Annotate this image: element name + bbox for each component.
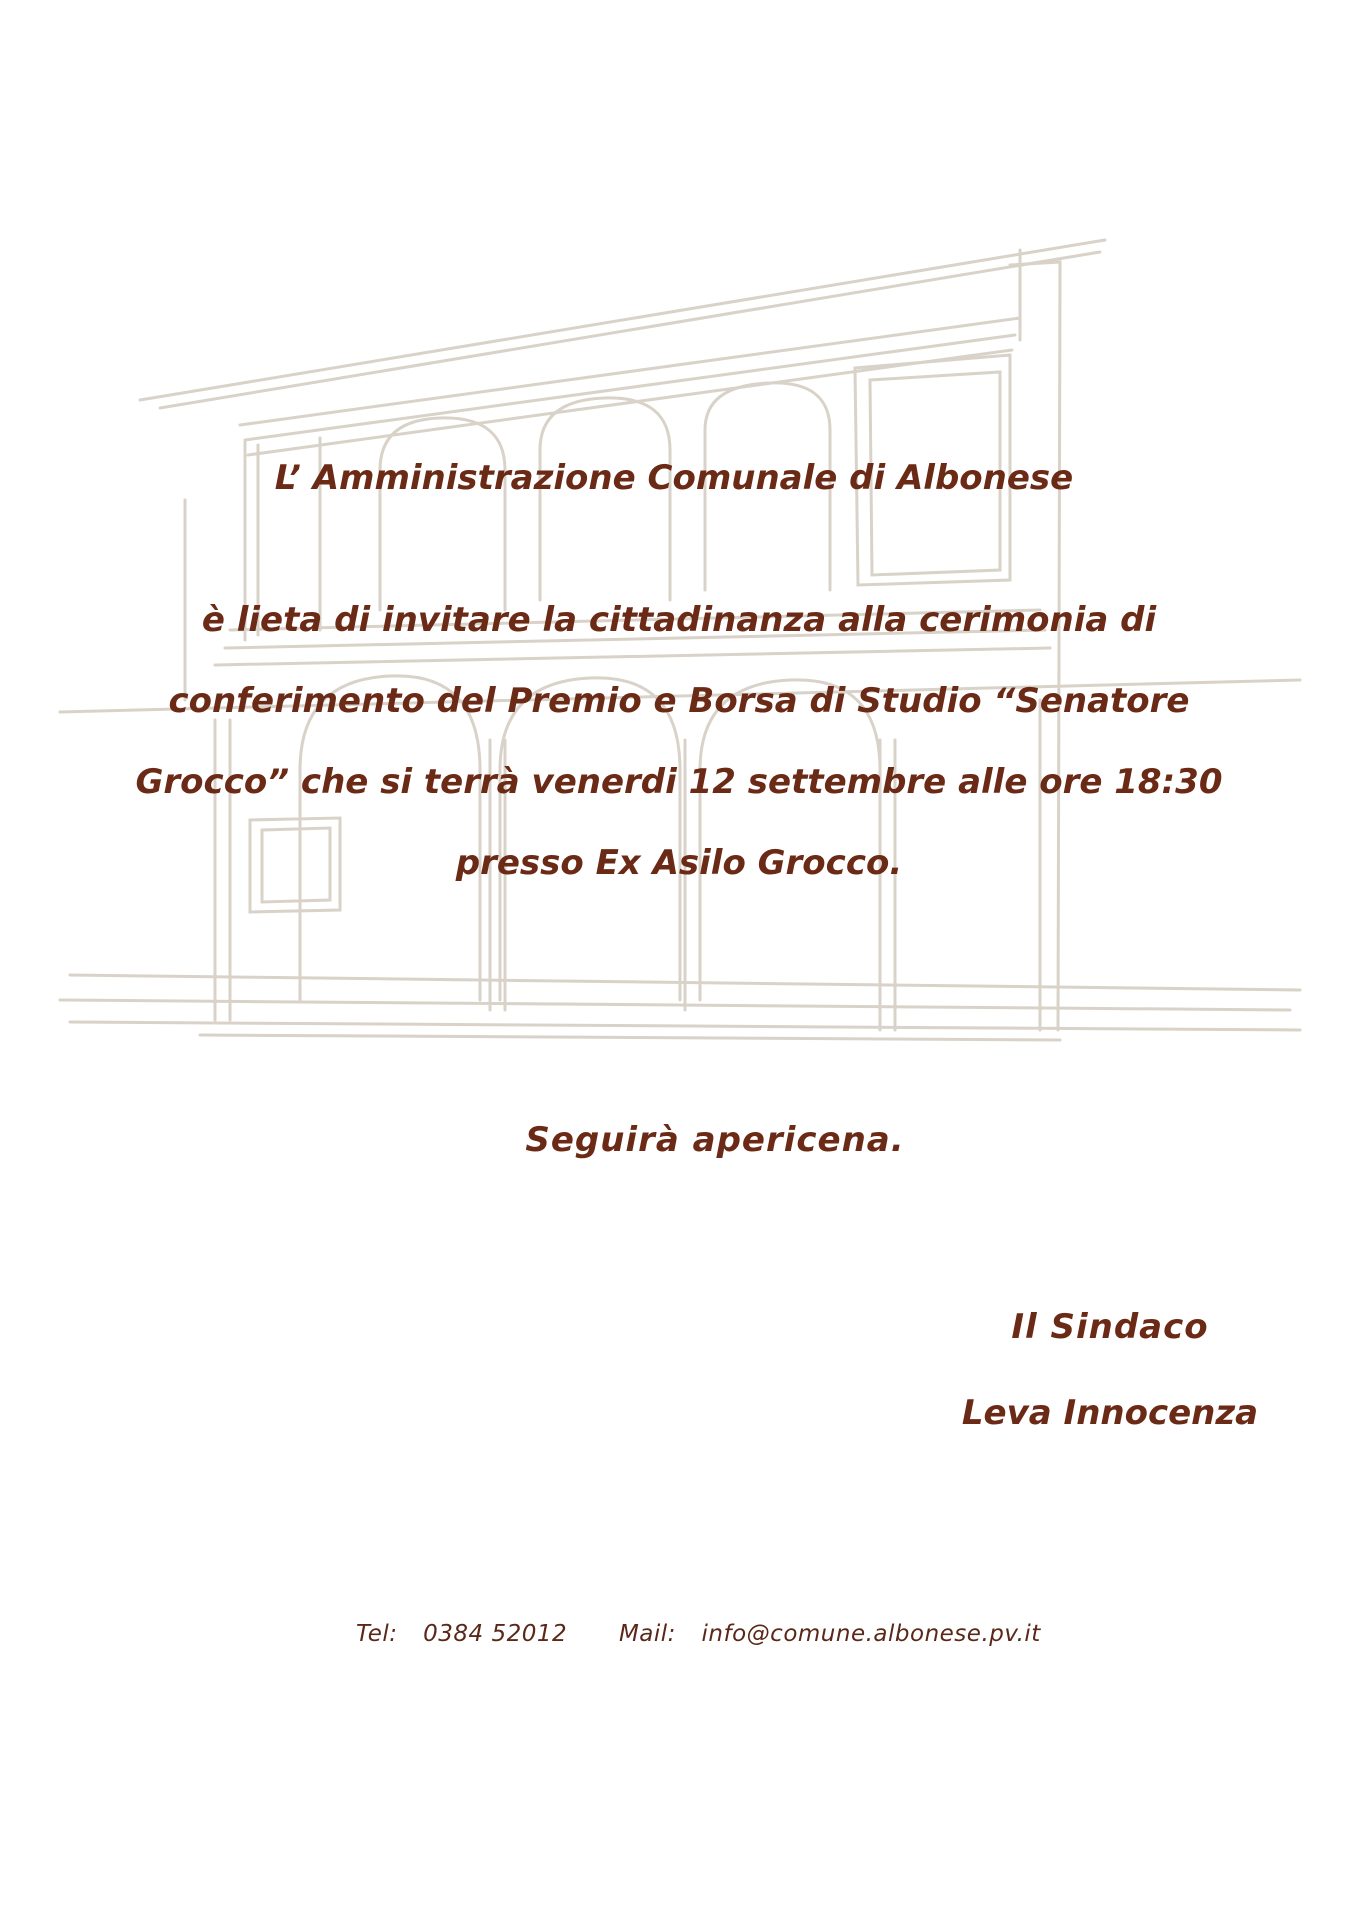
- invitation-body: [0, 580, 1358, 904]
- phone-label: Tel:: [356, 1621, 398, 1647]
- invitation-heading: L’ Amministrazione Comunale di Albonese: [274, 458, 1074, 498]
- invitation-body-line: Grocco” che si terrà venerdi 12 settembre alle ore 18:30: [135, 762, 1223, 802]
- signature-name: Leva Innocenza: [961, 1393, 1259, 1433]
- phone-number: 0384 52012: [423, 1621, 568, 1647]
- contact-footer: [356, 1621, 1041, 1647]
- phone-contact: [356, 1621, 567, 1647]
- mail-address: info@comune.albonese.pv.it: [701, 1621, 1041, 1647]
- invitation-body-line: presso Ex Asilo Grocco.: [455, 843, 903, 883]
- signature-title: Il Sindaco: [1011, 1307, 1209, 1347]
- apericena-note: Seguirà apericena.: [525, 1120, 905, 1160]
- mail-contact: [619, 1621, 1041, 1647]
- invitation-body-line: conferimento del Premio e Borsa di Studio “Senatore: [168, 681, 1190, 721]
- mail-label: Mail:: [618, 1621, 676, 1647]
- invitation-body-line: è lieta di invitare la cittadinanza alla cerimonia di: [201, 600, 1157, 640]
